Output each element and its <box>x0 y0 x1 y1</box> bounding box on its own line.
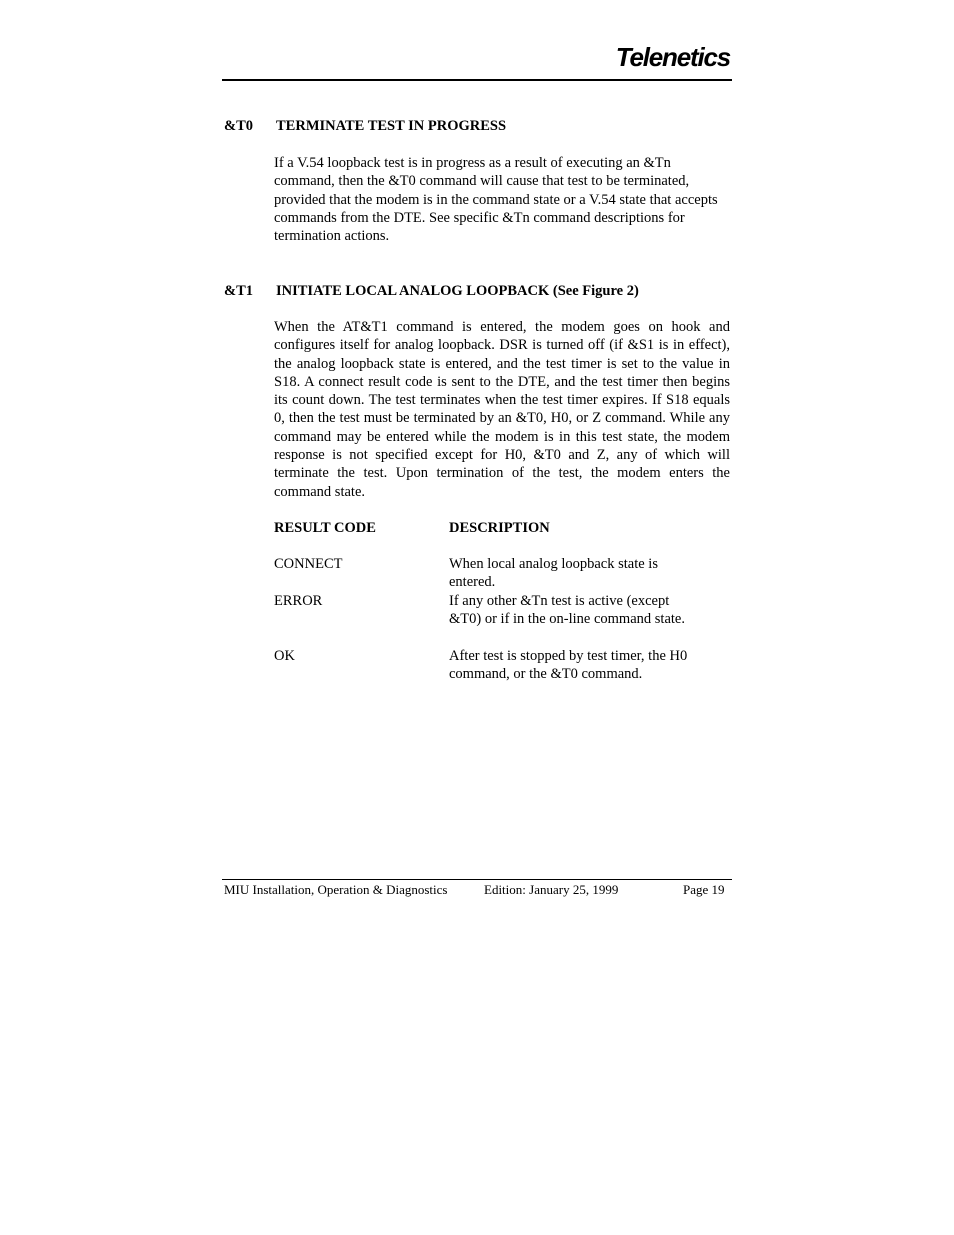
section-heading: INITIATE LOCAL ANALOG LOOPBACK (See Figure 2) <box>276 283 639 299</box>
result-code-error: ERROR <box>274 593 323 609</box>
section-title-t1 <box>224 282 639 300</box>
result-description-error: If any other &Tn test is active (except &T0) or if in the on-line command state. <box>449 593 685 628</box>
section-heading: TERMINATE TEST IN PROGRESS <box>276 118 507 134</box>
footer-manual-title: MIU Installation, Operation & Diagnostics <box>224 882 448 897</box>
telenetics-logo: Telenetics <box>615 42 730 72</box>
result-code-ok: OK <box>274 648 295 664</box>
header-rule <box>222 79 732 81</box>
footer-edition: Edition: January 25, 1999 <box>484 882 619 897</box>
section-code: &T0 <box>224 118 253 134</box>
section-body-t1: When the AT&T1 command is entered, the modem goes on hook and configures itself for analog loopback. DSR is turned off (if &S1 is in effect), the analog loopback state is entered, and the test timer is set to the value in S18. A connect result code is sent to the DTE, and the test timer then begins its count down. The test terminates when the test timer expires. If S18 equals 0, then the test must be terminated by an &T0, H0, or Z command. While any command may be entered while the modem is in this test state, the modem response is not specified except for H0, &T0 and Z, any of which will terminate the test. Upon termination of the test, the modem enters the command state. <box>274 319 730 500</box>
result-description-ok: After test is stopped by test timer, the H0 command, or the &T0 command. <box>449 648 688 683</box>
section-body-t0: If a V.54 loopback test is in progress as a result of executing an &Tn command, then the &T0 command will cause that test to be terminated, provided that the modem is in the command state or a V.54 state that accepts commands from the DTE. See specific &Tn command descriptions for termination actions. <box>274 155 718 245</box>
footer-rule <box>222 879 732 880</box>
result-code-connect: CONNECT <box>274 556 343 572</box>
result-description-connect: When local analog loopback state is entered. <box>449 556 658 591</box>
section-code: &T1 <box>224 283 253 299</box>
description-header: DESCRIPTION <box>449 520 550 536</box>
result-code-header: RESULT CODE <box>274 520 376 536</box>
section-title-t0 <box>224 117 506 135</box>
footer-page-number: Page 19 <box>683 882 725 897</box>
